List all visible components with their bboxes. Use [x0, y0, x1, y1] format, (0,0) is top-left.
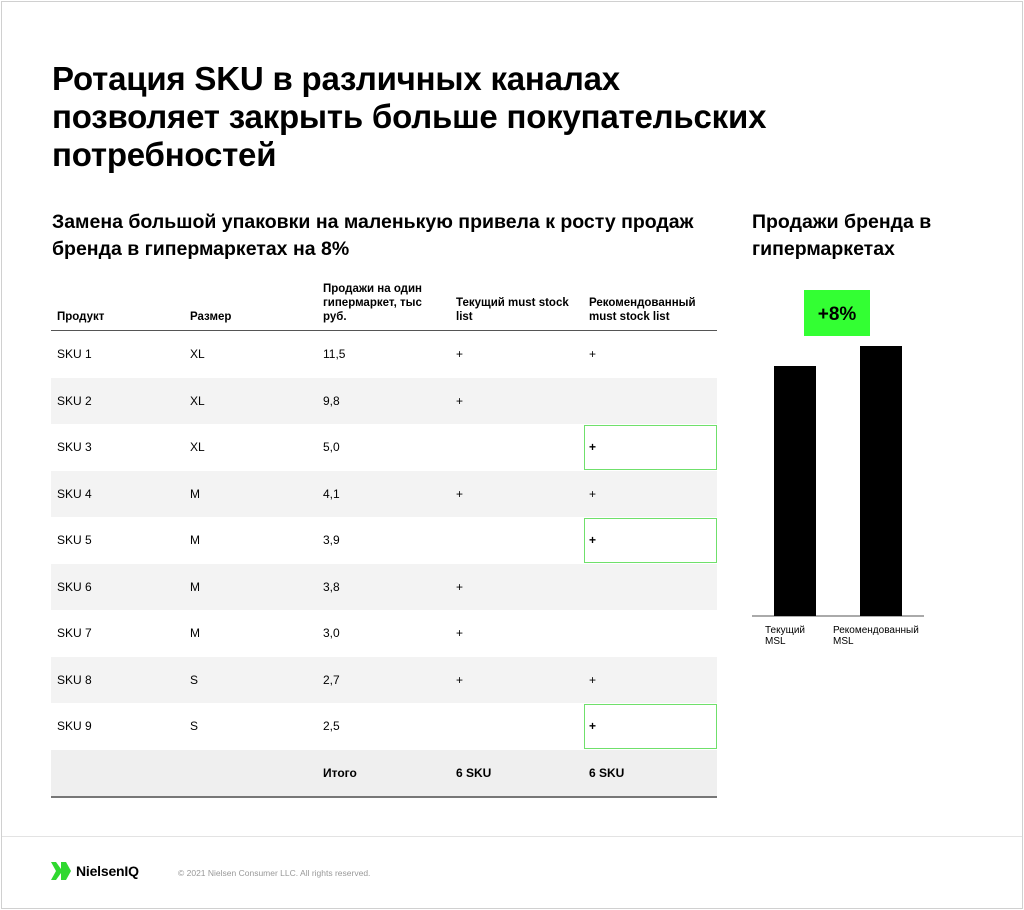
current-msl-cell: + — [450, 378, 583, 425]
table-total-row — [51, 750, 717, 798]
size-cell: M — [190, 533, 200, 548]
recommended-msl-cell: + — [589, 347, 597, 362]
product-cell: SKU 8 — [51, 657, 184, 704]
current-msl-cell — [450, 703, 583, 750]
table-header-row — [51, 276, 717, 331]
recommended-msl-cell: + — [583, 471, 717, 518]
brand-sales-chart — [752, 290, 932, 670]
product-cell: SKU 6 — [51, 564, 184, 611]
current-msl-cell — [450, 424, 583, 471]
current-msl-cell: + — [450, 657, 583, 704]
total-recommended: 6 SKU — [583, 750, 717, 798]
recommended-msl-cell: + — [583, 657, 717, 704]
total-label: Итого — [317, 750, 450, 798]
current-msl-cell — [450, 517, 583, 564]
table-row — [51, 471, 717, 518]
size-cell: S — [184, 657, 317, 704]
sales-cell: 2,7 — [317, 657, 450, 704]
current-msl-cell: + — [450, 471, 583, 518]
category-label: Рекомендованный MSL — [833, 625, 919, 647]
current-msl-cell: + — [456, 626, 464, 641]
table-row — [51, 610, 717, 657]
sales-cell: 11,5 — [323, 347, 346, 362]
current-msl-cell: + — [450, 564, 583, 611]
sku-table — [51, 276, 717, 798]
recommended-msl-cell: + — [583, 424, 717, 471]
growth-badge-label: +8% — [817, 304, 857, 325]
product-cell: SKU 4 — [51, 471, 184, 518]
category-label: Текущий MSL — [765, 625, 805, 647]
table-row — [51, 564, 717, 611]
product-cell: SKU 3 — [57, 440, 92, 455]
table-row — [51, 517, 717, 564]
copyright-text: © 2021 Nielsen Consumer LLC. All rights reserved. — [178, 868, 371, 878]
recommended-msl-cell: + — [583, 703, 717, 750]
sales-cell: 2,5 — [323, 719, 340, 734]
size-cell: XL — [190, 347, 205, 362]
sales-cell: 3,9 — [323, 533, 340, 548]
bar-current-msl — [774, 366, 816, 616]
table-row — [51, 424, 717, 471]
recommended-msl-cell — [583, 378, 717, 425]
size-cell: M — [184, 471, 317, 518]
header-recommended-msl: Рекомендованный must stock list — [583, 276, 717, 331]
size-cell: XL — [190, 440, 205, 455]
bar-recommended-msl — [860, 346, 902, 616]
table-row — [51, 378, 717, 425]
sales-cell: 3,0 — [323, 626, 340, 641]
product-cell: SKU 7 — [57, 626, 92, 641]
table-subtitle: Замена большой упаковки на маленькую привела к росту продаж бренда в гипермаркетах на 8% — [52, 211, 694, 260]
current-msl-cell: + — [456, 347, 464, 362]
nielseniq-logo — [50, 860, 139, 882]
chart-title: Продажи бренда в гипермаркетах — [752, 211, 932, 260]
table-row — [51, 703, 717, 750]
product-cell: SKU 1 — [57, 347, 92, 362]
sales-cell: 5,0 — [323, 440, 340, 455]
header-size: Размер — [184, 276, 317, 331]
recommended-msl-cell — [583, 610, 717, 657]
recommended-msl-cell: + — [583, 517, 717, 564]
sales-cell: 9,8 — [317, 378, 450, 425]
table-row — [51, 331, 717, 378]
size-cell: M — [184, 564, 317, 611]
nielseniq-logo-icon — [50, 860, 72, 882]
product-cell: SKU 5 — [57, 533, 92, 548]
size-cell: XL — [184, 378, 317, 425]
product-cell: SKU 9 — [57, 719, 92, 734]
footer-divider — [2, 836, 1022, 837]
total-current: 6 SKU — [450, 750, 583, 798]
recommended-msl-cell — [583, 564, 717, 611]
slide-title: Ротация SKU в различных каналах позволяет закрыть больше покупательских потребностей — [52, 60, 767, 173]
size-cell: S — [190, 719, 199, 734]
product-cell: SKU 2 — [51, 378, 184, 425]
header-current-msl: Текущий must stock list — [450, 276, 583, 331]
header-product: Продукт — [51, 276, 184, 331]
table-row — [51, 657, 717, 704]
total-empty-cell — [51, 750, 184, 798]
sales-cell: 4,1 — [317, 471, 450, 518]
table-body — [51, 331, 717, 798]
size-cell: M — [190, 626, 200, 641]
sales-cell: 3,8 — [317, 564, 450, 611]
header-sales: Продажи на один гипермаркет, тыс руб. — [317, 276, 450, 331]
total-empty-cell — [184, 750, 317, 798]
logo-text: NielsenIQ — [76, 863, 139, 879]
